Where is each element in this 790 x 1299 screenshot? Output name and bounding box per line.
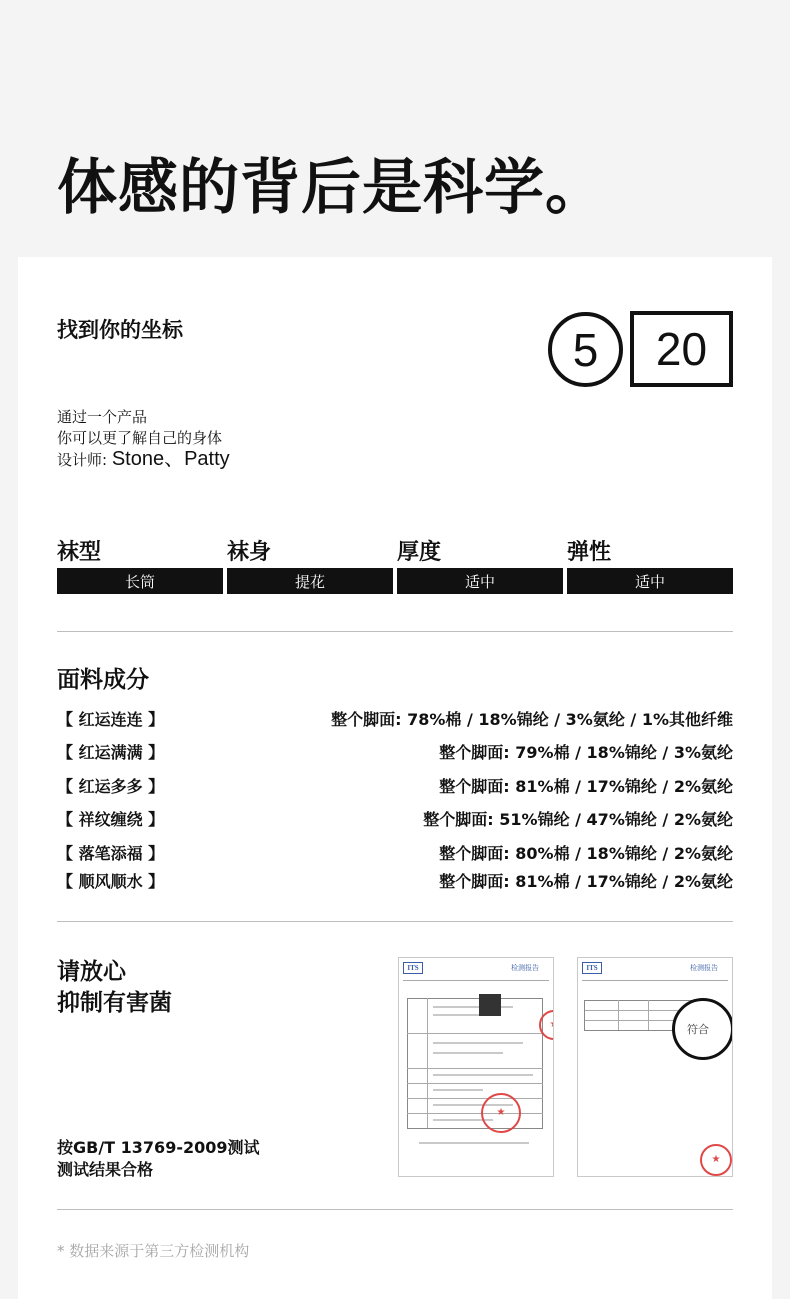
fabric-row	[57, 773, 733, 797]
report-table-border	[407, 1128, 543, 1129]
report-title: 检测报告	[511, 964, 539, 972]
attribute-label: 袜身	[227, 540, 272, 565]
fabric-section-title: 面料成分	[57, 667, 149, 693]
antibacterial-title-line-2: 抑制有害菌	[57, 990, 172, 1016]
report-logo: ITS	[403, 962, 423, 974]
fabric-style-name: 【 红运满满 】	[57, 742, 165, 762]
report-table-col	[427, 998, 428, 1128]
fabric-composition: 整个脚面: 81%棉 / 17%锦纶 / 2%氨纶	[439, 871, 733, 891]
fabric-row	[57, 840, 733, 864]
fabric-composition: 整个脚面: 80%棉 / 18%锦纶 / 2%氨纶	[439, 843, 733, 863]
test-report-image-2	[577, 957, 733, 1177]
fabric-style-name: 【 落笔添福 】	[57, 843, 165, 863]
report-header	[582, 962, 728, 976]
fabric-composition: 整个脚面: 51%锦纶 / 47%锦纶 / 2%氨纶	[423, 809, 733, 829]
antibacterial-title-line-1: 请放心	[57, 959, 126, 985]
report-rule	[582, 980, 728, 981]
attribute-elasticity	[567, 535, 733, 594]
section-divider	[57, 921, 733, 922]
attribute-label: 弹性	[567, 540, 612, 565]
test-standard-line-1: 按GB/T 13769-2009测试	[57, 1138, 260, 1157]
qr-code-icon	[479, 994, 501, 1016]
coordinate-title: 找到你的坐标	[57, 318, 183, 342]
report-table-col	[618, 1000, 619, 1030]
attribute-sock-shape	[57, 535, 223, 594]
designer-names: Stone、Patty	[111, 448, 230, 470]
fabric-style-name: 【 红运连连 】	[57, 709, 165, 729]
report-table-border	[407, 998, 408, 1128]
report-title: 检测报告	[690, 964, 718, 972]
report-table-border	[584, 1000, 702, 1001]
test-report-image-1	[398, 957, 554, 1177]
report-text-line	[433, 1052, 503, 1054]
designer-label: 设计师:	[57, 451, 112, 469]
magnifier-lens	[672, 998, 733, 1060]
attribute-sock-body	[227, 535, 393, 594]
test-standard-note	[57, 1137, 260, 1181]
report-text-line	[433, 1042, 523, 1044]
report-text-line	[433, 1074, 533, 1076]
product-info-card	[18, 257, 772, 1299]
fabric-style-name: 【 祥纹缠绕 】	[57, 809, 165, 829]
attribute-value: 长筒	[57, 568, 223, 594]
section-divider	[57, 1209, 733, 1210]
intro-line-1: 通过一个产品	[57, 408, 148, 426]
product-intro	[57, 407, 230, 471]
report-header	[403, 962, 549, 976]
antibacterial-title	[57, 957, 172, 1019]
attribute-thickness	[397, 535, 563, 594]
report-signature-line	[419, 1142, 529, 1144]
fabric-style-name: 【 红运多多 】	[57, 776, 165, 796]
page-headline: 体感的背后是科学。	[57, 153, 606, 223]
test-standard-line-2: 测试结果合格	[57, 1160, 154, 1179]
fabric-row	[57, 806, 733, 830]
report-text-line	[433, 1089, 483, 1091]
red-seal-icon	[700, 1144, 732, 1176]
report-text-line	[433, 1006, 513, 1008]
section-divider	[57, 631, 733, 632]
fabric-composition: 整个脚面: 79%棉 / 18%锦纶 / 3%氨纶	[439, 742, 733, 762]
attribute-label: 袜型	[57, 540, 102, 565]
attribute-value: 适中	[567, 568, 733, 594]
attribute-label: 厚度	[397, 540, 442, 565]
red-seal-icon	[481, 1093, 521, 1133]
report-table-col	[648, 1000, 649, 1030]
report-logo: ITS	[582, 962, 602, 974]
fabric-style-name: 【 顺风顺水 】	[57, 871, 165, 891]
report-rule	[403, 980, 549, 981]
intro-line-2: 你可以更了解自己的身体	[57, 429, 223, 447]
report-table-col	[584, 1000, 585, 1030]
fabric-composition: 整个脚面: 81%棉 / 17%锦纶 / 2%氨纶	[439, 776, 733, 796]
data-source-footnote: * 数据来源于第三方检测机构	[57, 1242, 250, 1260]
size-box-badge: 20	[630, 311, 733, 387]
fabric-composition: 整个脚面: 78%棉 / 18%锦纶 / 3%氨纶 / 1%其他纤维	[331, 709, 733, 729]
size-circle-badge: 5	[548, 312, 623, 387]
fabric-row	[57, 739, 733, 763]
fabric-row	[57, 706, 733, 730]
fabric-row	[57, 868, 733, 892]
magnified-result-text: 符合	[687, 1023, 709, 1036]
attribute-value: 适中	[397, 568, 563, 594]
designer-line	[57, 449, 230, 471]
attribute-value: 提花	[227, 568, 393, 594]
